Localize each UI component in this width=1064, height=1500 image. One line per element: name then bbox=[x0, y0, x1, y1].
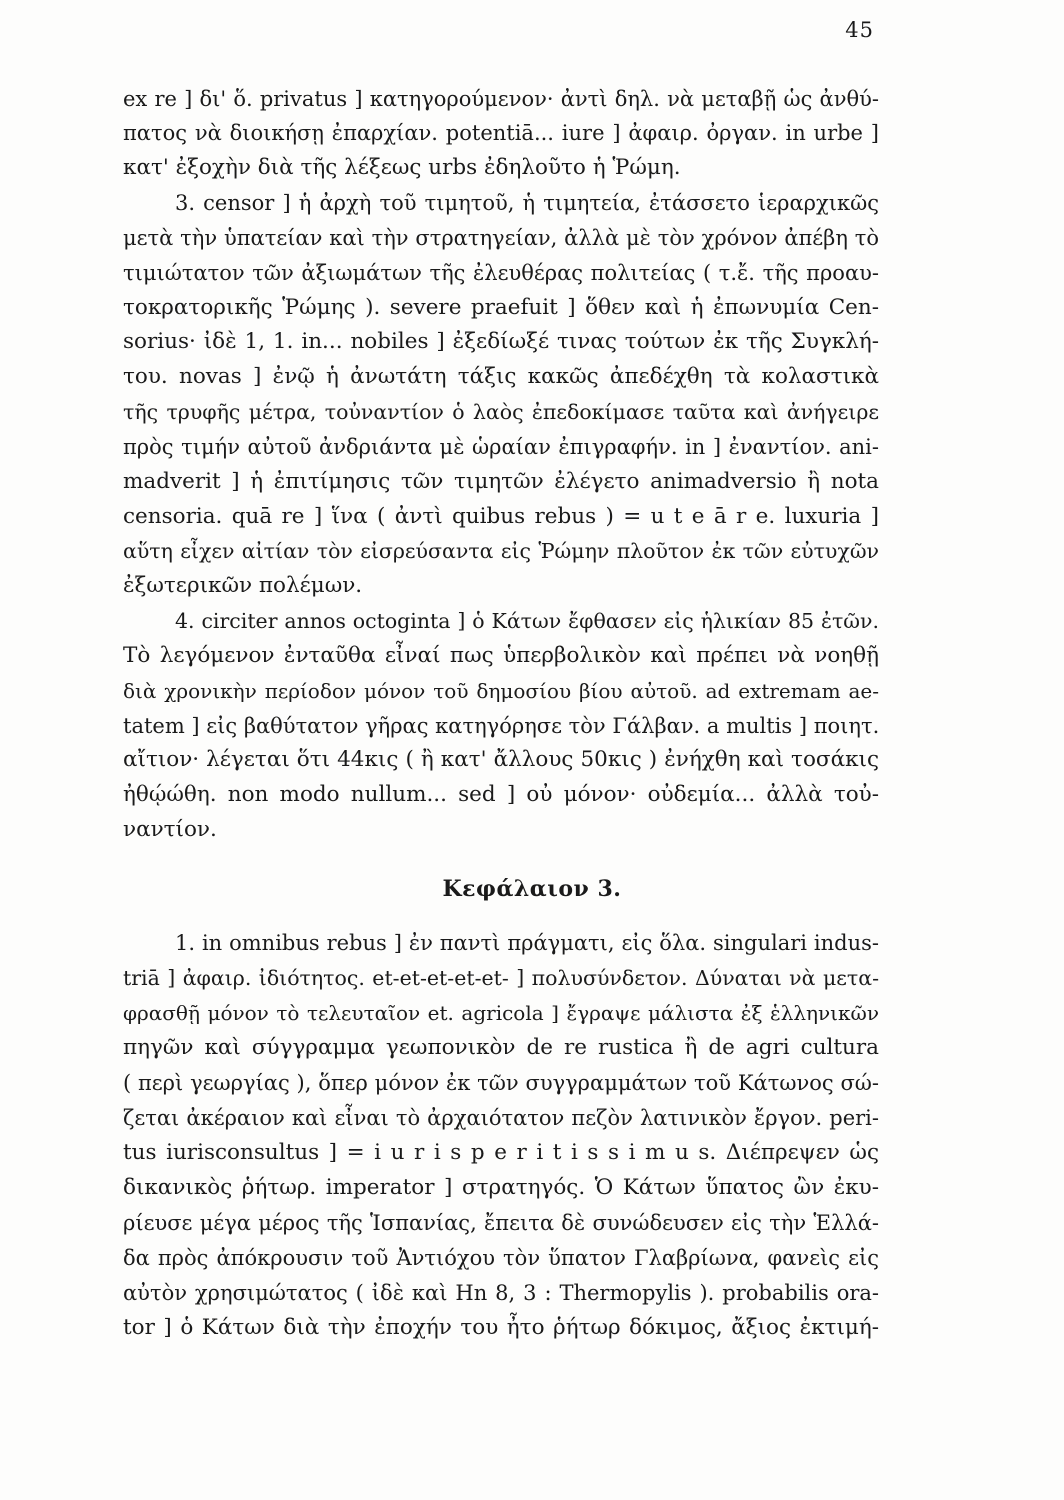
text-line: τῆς τρυφῆς μέτρα, τοὐναντίον ὁ λαὸς ἐπεδοκίμασε ταῦτα καὶ ἀνήγειρε bbox=[123, 400, 879, 424]
text-line: tor ] ὁ Κάτων διὰ τὴν ἐποχήν του ἦτο ῥήτωρ δόκιμος, ἄξιος ἐκτιμή- bbox=[123, 1315, 879, 1340]
text-line: tus iurisconsultus ] = i u r i s p e r i t i s s i m u s. Διέπρεψεν ὡς bbox=[123, 1140, 879, 1165]
text-line: πηγῶν καὶ σύγγραμμα γεωπονικὸν de re rustica ἢ de agri cultura bbox=[123, 1035, 879, 1060]
text-line: ex re ] δι' ὅ. privatus ] κατηγορούμενον· ἀντὶ δηλ. νὰ μεταβῇ ὡς ἀνθύ- bbox=[123, 87, 879, 111]
text-line: madverit ] ἡ ἐπιτίμησις τῶν τιμητῶν ἐλέγετο animadversio ἢ nota bbox=[123, 469, 879, 494]
text-line: πρὸς τιμήν αὐτοῦ ἀνδριάντα μὲ ὡραίαν ἐπιγραφήν. in ] ἐναντίον. ani- bbox=[123, 435, 879, 459]
text-line: ζεται ἀκέραιον καὶ εἶναι τὸ ἀρχαιότατον πεζὸν λατινικὸν ἔργον. peri- bbox=[123, 1106, 879, 1130]
text-line: 1. in omnibus rebus ] ἐν παντὶ πράγματι, εἰς ὅλα. singulari indus- bbox=[175, 931, 879, 955]
text-line: τιμιώτατον τῶν ἀξιωμάτων τῆς ἐλευθέρας πολιτείας ( τ.ἔ. τῆς προαυ- bbox=[123, 261, 879, 285]
text-line: Τὸ λεγόμενον ἐνταῦθα εἶναί πως ὑπερβολικὸν καὶ πρέπει νὰ νοηθῇ bbox=[123, 643, 879, 668]
text-line: δικανικὸς ῥήτωρ. imperator ] στρατηγός. Ὁ Κάτων ὕπατος ὢν ἐκυ- bbox=[123, 1175, 879, 1200]
text-line: δα πρὸς ἀπόκρουσιν τοῦ Ἀντιόχου τὸν ὕπατον Γλαβρίωνα, φανεὶς εἰς bbox=[123, 1246, 879, 1270]
text-line: sorius· ἰδὲ 1, 1. in... nobiles ] ἐξεδίωξέ τινας τούτων ἐκ τῆς Συγκλή- bbox=[123, 329, 879, 354]
text-line: φρασθῇ μόνον τὸ τελευταῖον et. agricola ] ἔγραψε μάλιστα ἐξ ἑλληνικῶν bbox=[123, 1001, 879, 1025]
text-line: ( περὶ γεωργίας ), ὅπερ μόνον ἐκ τῶν συγγραμμάτων τοῦ Κάτωνος σώ- bbox=[123, 1071, 879, 1095]
text-line: αὐτὸν χρησιμώτατος ( ἰδὲ καὶ Hn 8, 3 : Thermopylis ). probabilis ora- bbox=[123, 1281, 879, 1305]
text-line: ρίευσε μέγα μέρος τῆς Ἱσπανίας, ἔπειτα δὲ συνώδευσεν εἰς τὴν Ἑλλά- bbox=[123, 1211, 879, 1235]
text-line: διὰ χρονικὴν περίοδον μόνον τοῦ δημοσίου βίου αὐτοῦ. ad extremam ae- bbox=[123, 679, 879, 703]
chapter-heading: Κεφάλαιον 3. bbox=[442, 876, 622, 902]
text-line: αἴτιον· λέγεται ὅτι 44κις ( ἢ κατ' ἄλλους 50κις ) ἐνήχθη καὶ τοσάκις bbox=[123, 747, 879, 772]
text-line: 4. circiter annos octoginta ] ὁ Κάτων ἔφθασεν εἰς ἡλικίαν 85 ἐτῶν. bbox=[175, 609, 879, 633]
text-line: πατος νὰ διοικήσῃ ἐπαρχίαν. potentiā... iure ] ἀφαιρ. ὀργαν. in urbe ] bbox=[123, 121, 879, 145]
page-number: 45 bbox=[845, 18, 874, 42]
text-line: τοκρατορικῆς Ῥώμης ). severe praefuit ] ὅθεν καὶ ἡ ἐπωνυμία Cen- bbox=[123, 295, 879, 320]
text-line: triā ] ἀφαιρ. ἰδιότητος. et-et-et-et-et- ] πολυσύνδετον. Δύναται νὰ μετα- bbox=[123, 966, 879, 990]
text-line: ἐξωτερικῶν πολέμων. bbox=[123, 573, 363, 598]
text-line: censoria. quā re ] ἵνα ( ἀντὶ quibus rebus ) = u t e ā r e. luxuria ] bbox=[123, 504, 879, 529]
text-line: ἠθῴώθη. non modo nullum... sed ] οὐ μόνον· οὐδεμία... ἀλλὰ τοὐ- bbox=[123, 782, 879, 807]
text-line: 3. censor ] ἡ ἀρχὴ τοῦ τιμητοῦ, ἡ τιμητεία, ἐτάσσετο ἱεραρχικῶς bbox=[175, 191, 879, 215]
text-line: κατ' ἐξοχὴν διὰ τῆς λέξεως urbs ἐδηλοῦτο ἡ Ῥώμη. bbox=[123, 155, 681, 180]
text-line: αὕτη εἶχεν αἰτίαν τὸν εἰσρεύσαντα εἰς Ῥώμην πλοῦτον ἐκ τῶν εὐτυχῶν bbox=[123, 539, 879, 563]
text-line: μετὰ τὴν ὑπατείαν καὶ τὴν στρατηγείαν, ἀλλὰ μὲ τὸν χρόνον ἀπέβη τὸ bbox=[123, 226, 879, 250]
text-line: tatem ] εἰς βαθύτατον γῆρας κατηγόρησε τὸν Γάλβαν. a multis ] ποιητ. bbox=[123, 714, 880, 738]
text-line: ναντίον. bbox=[123, 817, 217, 842]
text-line: του. novas ] ἐνῷ ἡ ἀνωτάτη τάξις κακῶς ἀπεδέχθη τὰ κολαστικὰ bbox=[123, 364, 879, 389]
